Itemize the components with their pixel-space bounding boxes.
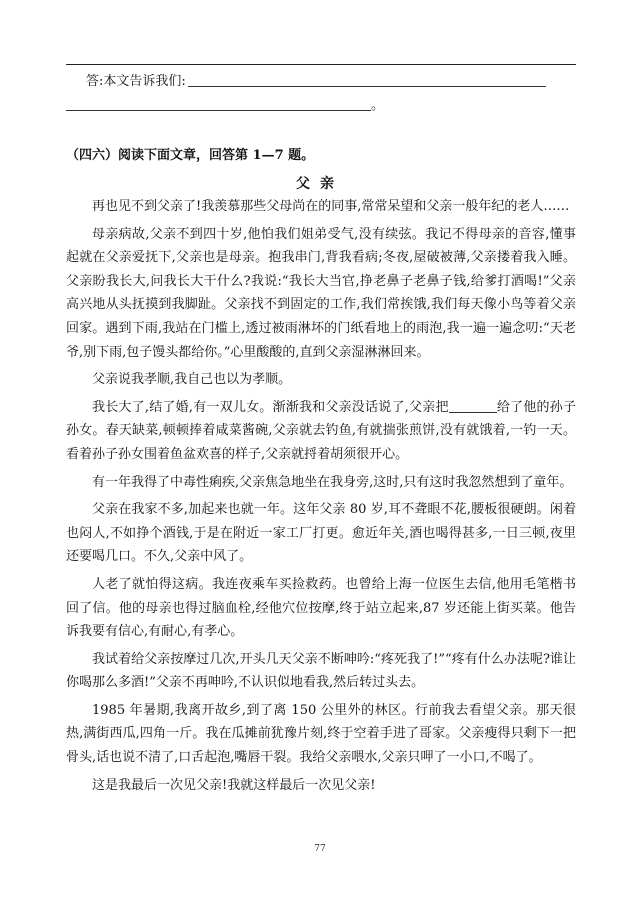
section-title: （四六）阅读下面文章，回答第 1—7 题。 bbox=[66, 148, 315, 163]
paragraph: 有一年我得了中毒性痢疾,父亲焦急地坐在我身旁,这时,只有这时我忽然想到了童年。 bbox=[92, 474, 573, 490]
blank-paragraph-rest: 孙子孙女。春天缺菜,顿顿捧着咸菜酱碗,父亲就去钓鱼,有就揣张煎饼,没有就饿着,一钓一天。看着孙子孙女围着鱼盆欢喜的样子,父亲就捋着胡须很开心。 bbox=[66, 399, 576, 462]
answer-line-1 bbox=[86, 72, 576, 92]
paragraph: 母亲病故,父亲不到四十岁,他怕我们姐弟受气,没有续弦。我记不得母亲的音容,懂事起就在父亲爱抚下,父亲也是母亲。抱我串门,背我看病;冬夜,屋破被薄,父亲搂着我入睡。父亲盼我长大,问我长大干什么?我说:“我长大当官,挣老鼻子老鼻子钱,给爹打酒喝!”父亲高兴地从头抚摸到我脚趾。父亲找不到固定的工作,我们常挨饿,我们每天像小鸟等着父亲回家。遇到下雨,我站在门槛上,透过被雨淋坏的门纸看地上的雨泡,我一遍一遍念叨:“天老爷,别下雨,包子馒头都给你。”心里酸酸的,直到父亲湿淋淋回来。 bbox=[66, 226, 576, 360]
paragraph: 1985 年暑期,我离开故乡,到了离 150 公里外的林区。行前我去看望父亲。那天很热,满街西瓜,四角一斤。我在瓜摊前犹豫片刻,终于空着手进了哥家。父亲瘦得只剩下一把骨头,话也说不清了,口舌起泡,嘴唇干裂。我给父亲喂水,父亲只呷了一小口,不喝了。 bbox=[66, 702, 576, 766]
blank-paragraph-before: 我长大了,结了婚,有一双儿女。渐渐我和父亲没话说了,父亲把 bbox=[92, 399, 449, 415]
top-rule bbox=[66, 64, 576, 65]
paragraph: 这是我最后一次见父亲!我就这样最后一次见父亲! bbox=[92, 777, 376, 793]
paragraph: 父亲说我孝顺,我自己也以为孝顺。 bbox=[92, 372, 292, 388]
paragraph: 人老了就怕得这病。我连夜乘车买捡救药。也曾给上海一位医生去信,他用毛笔楷书回了信。他的母亲也得过脑血栓,经他穴位按摩,终于站立起来,87 岁还能上街买菜。他告诉我要有信心,有耐心,有孝心。 bbox=[66, 576, 576, 640]
paragraph-with-blank bbox=[66, 396, 576, 467]
paragraph: 再也见不到父亲了!我羡慕那些父母尚在的同事,常常呆望和父亲一般年纪的老人…… bbox=[92, 199, 570, 214]
fill-in-blank[interactable] bbox=[449, 399, 497, 413]
article-body bbox=[66, 195, 576, 801]
answer-end: 。 bbox=[371, 98, 385, 113]
answer-blank-2[interactable] bbox=[66, 96, 371, 111]
blank-paragraph-after: 给了他的 bbox=[496, 399, 550, 415]
answer-prompt: 答:本文告诉我们: bbox=[86, 74, 186, 89]
page-number: 77 bbox=[314, 844, 326, 854]
answer-line-2 bbox=[66, 96, 396, 116]
answer-blank-1[interactable] bbox=[188, 72, 546, 87]
article-title: 父亲 bbox=[296, 176, 344, 192]
paragraph: 父亲在我家不多,加起来也就一年。这年父亲 80 岁,耳不聋眼不花,腰板很硬朗。闲着也闷人,不如挣个酒钱,于是在附近一家工厂打更。愈近年关,酒也喝得甚多,一日三顿,夜里还要喝几口。不久,父亲中风了。 bbox=[66, 502, 576, 565]
paragraph: 我试着给父亲按摩过几次,开头几天父亲不断呻吟:“疼死我了!”“疼有什么办法呢?谁让你喝那么多酒!”父亲不再呻吟,不认识似地看我,然后转过头去。 bbox=[66, 651, 576, 691]
